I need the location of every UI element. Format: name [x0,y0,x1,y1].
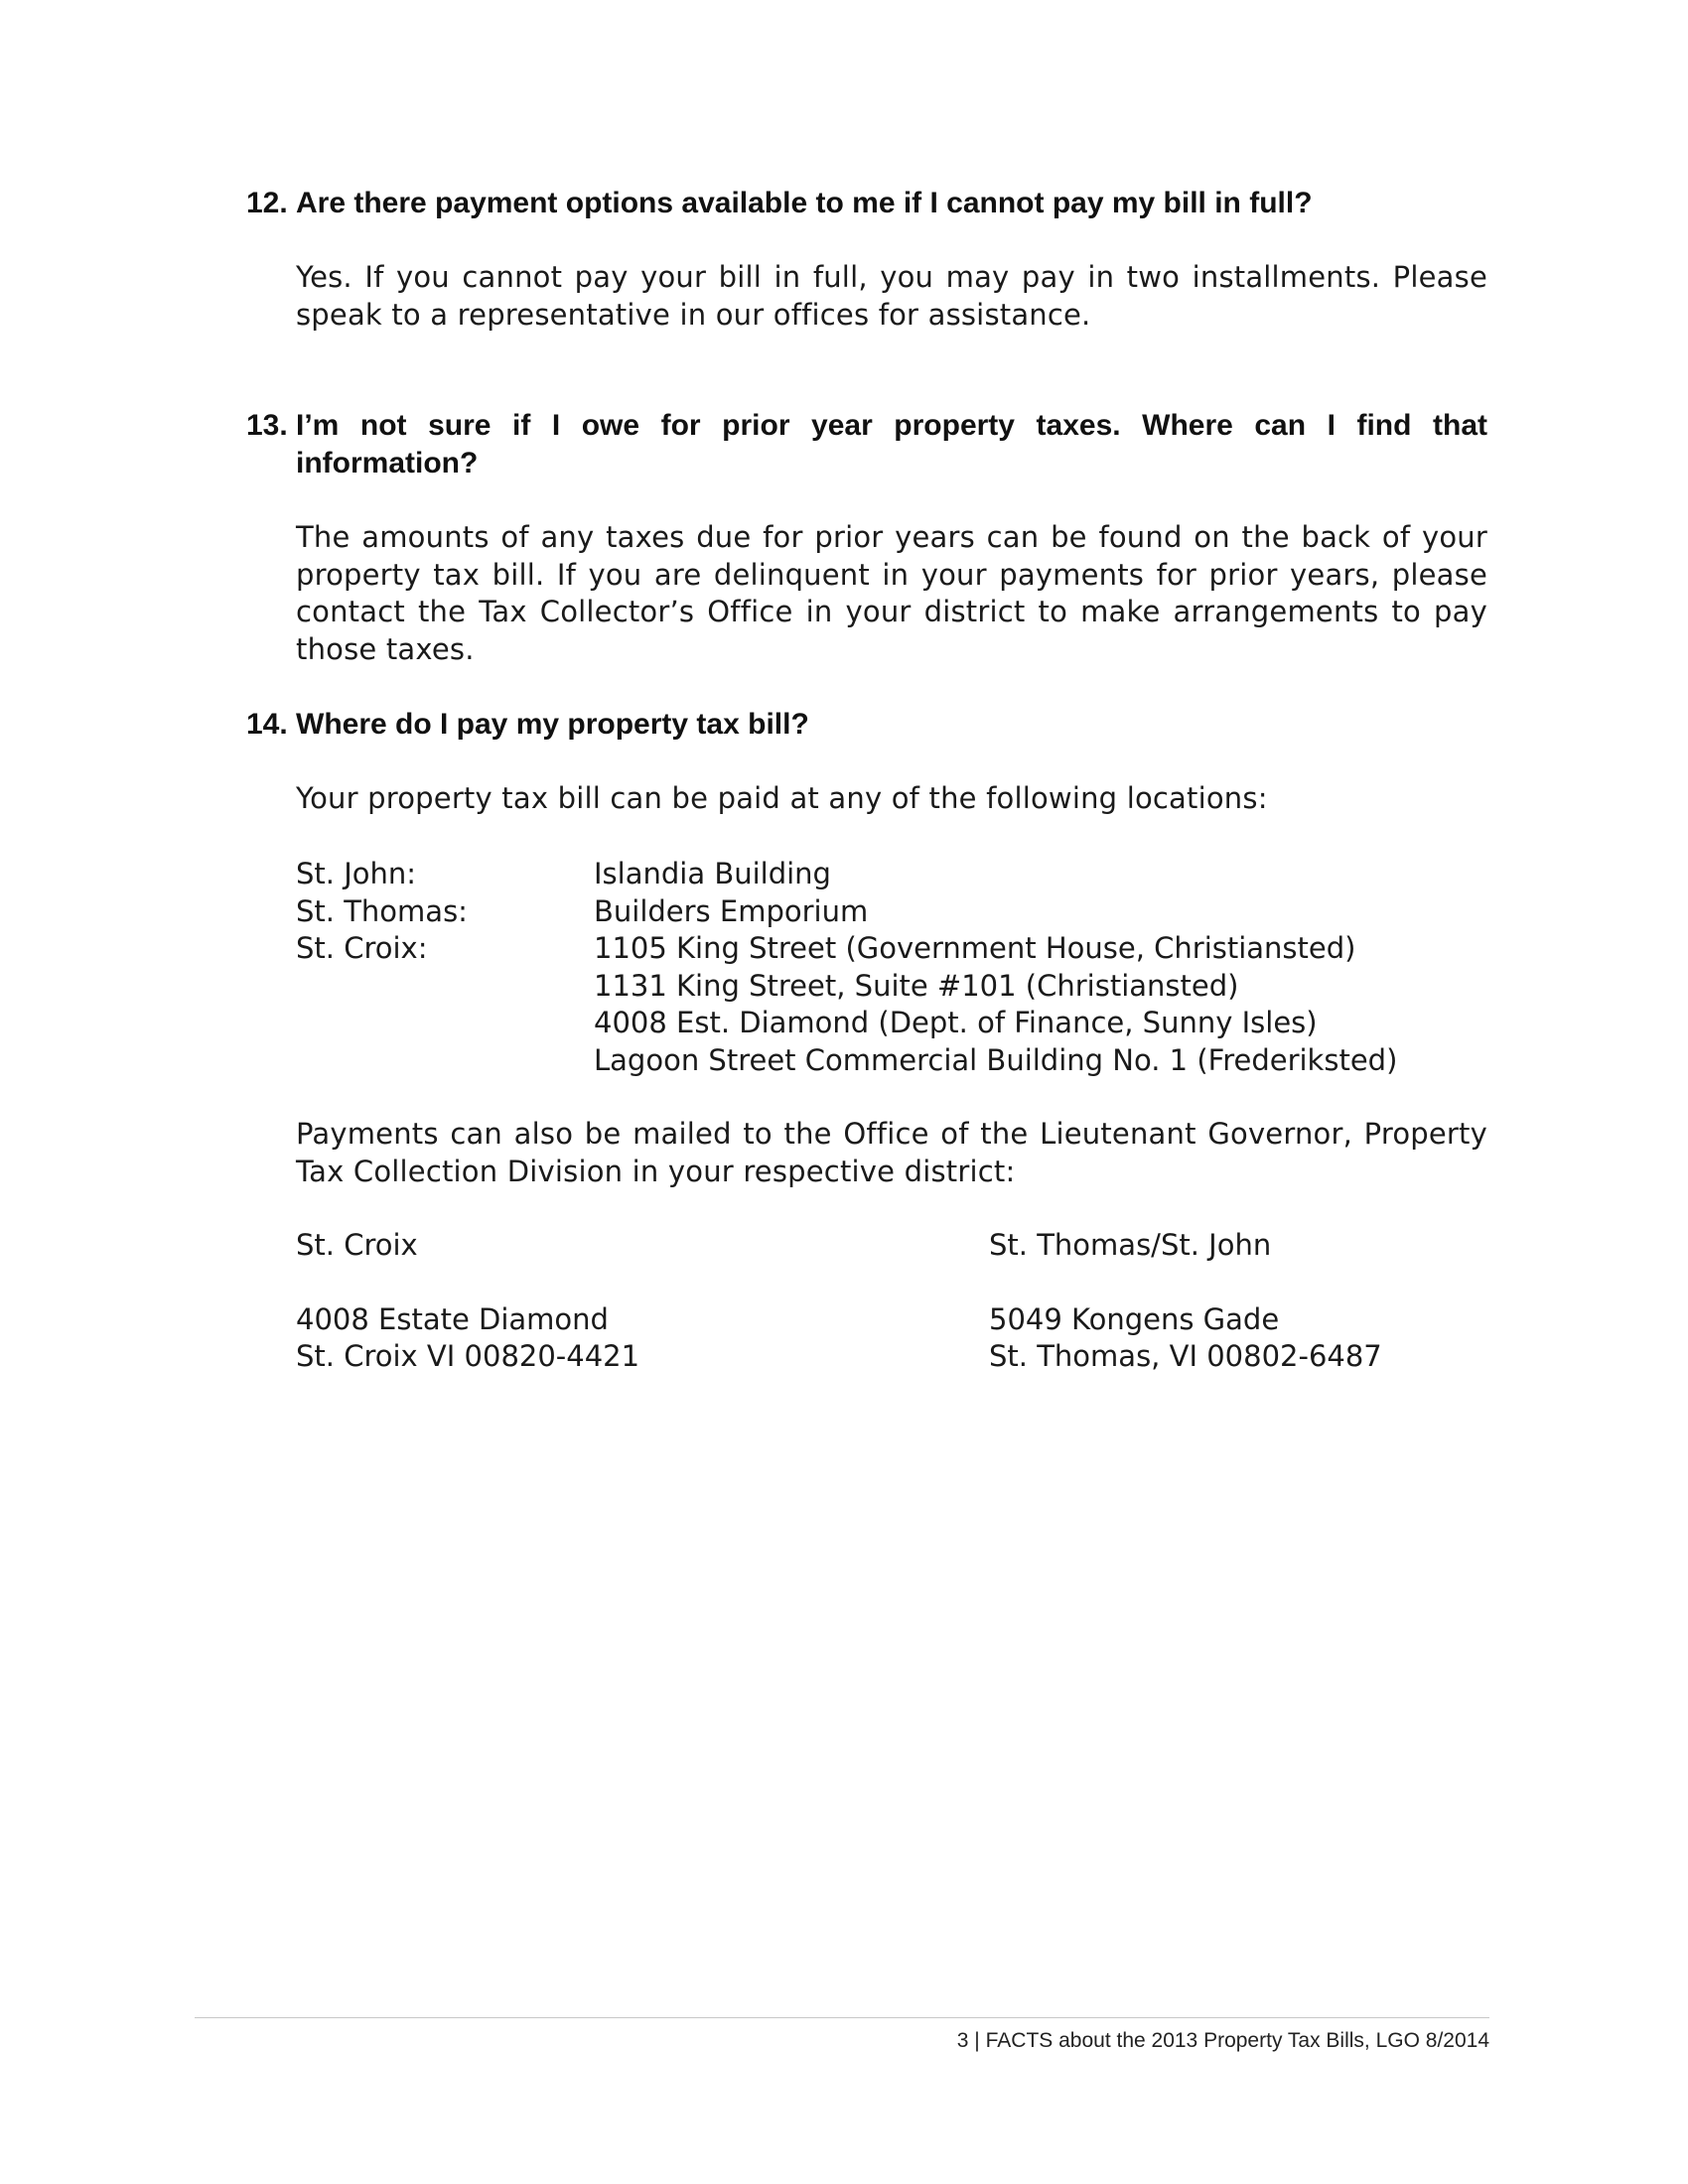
question-text-line-2: information? [296,447,479,479]
location-address: Builders Emporium [594,893,869,928]
location-island: St. John: [296,857,417,890]
question-14 [246,706,1487,744]
mail-address-line: 5049 Kongens Gade [989,1301,1280,1336]
answer-12: Yes. If you cannot pay your bill in full, you may pay in two installments. Please speak to a representative in our offices for assistance. [296,260,1487,332]
mail-address-st-thomas [989,1227,1382,1376]
mail-address-line: St. Croix VI 00820-4421 [296,1339,640,1373]
question-text-line-1: I’m not sure if I owe for prior year property taxes. Where can I find that [296,409,1487,442]
location-address: Lagoon Street Commercial Building No. 1 (Frederiksted) [594,1042,1398,1077]
mail-address-line: 4008 Estate Diamond [296,1301,609,1336]
question-text: Where do I pay my property tax bill? [296,708,809,741]
footer-divider [195,2017,1489,2018]
answer-13: The amounts of any taxes due for prior years can be found on the back of your property tax bill. If you are delinquent in your payments for prior years, please contact the Tax Collector’s Office in your district to make arrangements to pay those taxes. [296,520,1487,666]
payment-locations-list [296,856,1397,1079]
location-island: St. Croix: [296,931,428,965]
location-address: 1105 King Street (Government House, Christiansted) [594,931,1356,965]
mail-address-st-croix [296,1227,639,1376]
location-row [296,893,1397,931]
location-row [296,856,1397,893]
question-number: 14. [246,708,288,741]
location-island: St. Thomas: [296,893,468,928]
location-address: 4008 Est. Diamond (Dept. of Finance, Sunny Isles) [594,1006,1318,1039]
location-address: Islandia Building [594,857,831,890]
question-text: Are there payment options available to me if I cannot pay my bill in full? [296,187,1313,219]
question-number: 13. [246,409,288,442]
mail-intro: Payments can also be mailed to the Office of the Lieutenant Governor, Property Tax Collection Division in your respective district: [296,1117,1487,1188]
mail-district-name: St. Thomas/St. John [989,1228,1272,1262]
answer-14-intro: Your property tax bill can be paid at any of the following locations: [296,781,1268,815]
location-row [296,930,1397,1079]
mail-district-name: St. Croix [296,1228,418,1262]
mail-address-line: St. Thomas, VI 00802-6487 [989,1339,1382,1373]
location-address: 1131 King Street, Suite #101 (Christiansted) [594,968,1239,1003]
question-13 [246,407,1487,482]
page-footer: 3 | FACTS about the 2013 Property Tax Bills, LGO 8/2014 [956,2029,1489,2052]
question-12 [246,185,1487,222]
question-number: 12. [246,187,288,219]
